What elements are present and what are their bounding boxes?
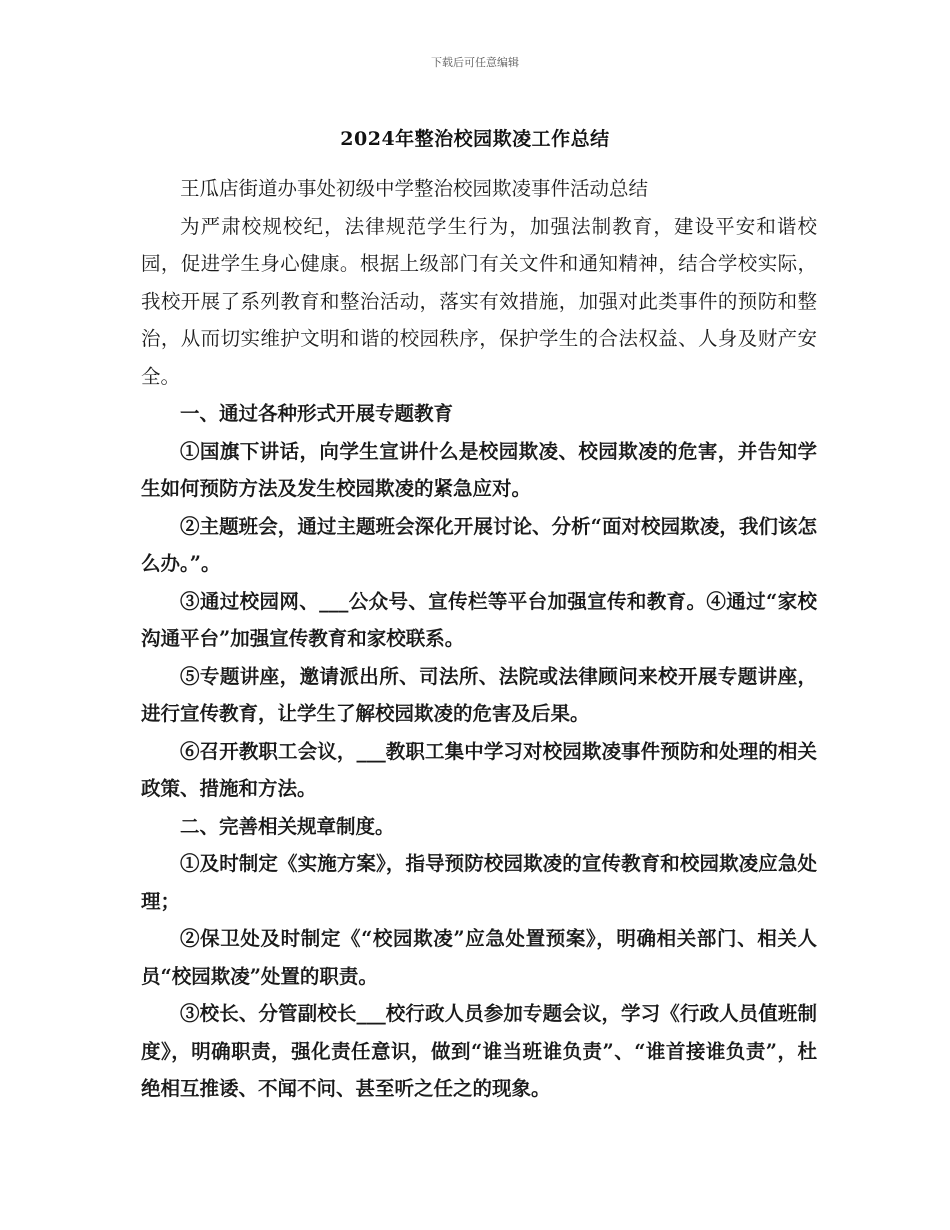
- list-item-1-6: ⑥召开教职工会议，___教职工集中学习对校园欺凌事件预防和处理的相关政策、措施和方法。: [141, 739, 817, 800]
- list-item-2-3: ③校长、分管副校长___校行政人员参加专题会议，学习《行政人员值班制度》，明确职责，强化责任意识，做到“谁当班谁负责”、“谁首接谁负责”，杜绝相互推诿、不闻不问、甚至听之任之的现象。: [141, 1002, 817, 1100]
- intro-paragraph: 为严肃校规校纪，法律规范学生行为，加强法制教育，建设平安和谐校园，促进学生身心健康。根据上级部门有关文件和通知精神，结合学校实际，我校开展了系列教育和整治活动，落实有效措施，加强对此类事件的预防和整治，从而切实维护文明和谐的校园秩序，保护学生的合法权益、人身及财产安全。: [141, 214, 817, 388]
- section-heading-1: 一、通过各种形式开展专题教育: [180, 402, 454, 425]
- list-item-2-2: ②保卫处及时制定《“校园欺凌”应急处置预案》，明确相关部门、相关人员“校园欺凌”处置的职责。: [141, 927, 817, 988]
- list-item-1-5: ⑤专题讲座，邀请派出所、司法所、法院或法律顾问来校开展专题讲座，进行宣传教育，让学生了解校园欺凌的危害及后果。: [141, 664, 817, 725]
- list-item-2-1: ①及时制定《实施方案》，指导预防校园欺凌的宣传教育和校园欺凌应急处理；: [141, 852, 817, 913]
- subtitle-paragraph: 王瓜店街道办事处初级中学整治校园欺凌事件活动总结: [180, 177, 649, 200]
- document-title: 2024年整治校园欺凌工作总结: [340, 128, 610, 150]
- list-item-1-3: ③通过校园网、___公众号、宣传栏等平台加强宣传和教育。④通过“家校沟通平台”加强宣传教育和家校联系。: [141, 589, 817, 650]
- section-heading-2: 二、完善相关规章制度。: [180, 814, 395, 838]
- page-header-note: 下载后可任意编辑: [431, 56, 519, 69]
- list-item-1-1: ①国旗下讲话，向学生宣讲什么是校园欺凌、校园欺凌的危害，并告知学生如何预防方法及发生校园欺凌的紧急应对。: [141, 439, 817, 500]
- document-body: [141, 170, 817, 1108]
- list-item-1-2: ②主题班会，通过主题班会深化开展讨论、分析“面对校园欺凌，我们该怎么办。”。: [141, 514, 817, 575]
